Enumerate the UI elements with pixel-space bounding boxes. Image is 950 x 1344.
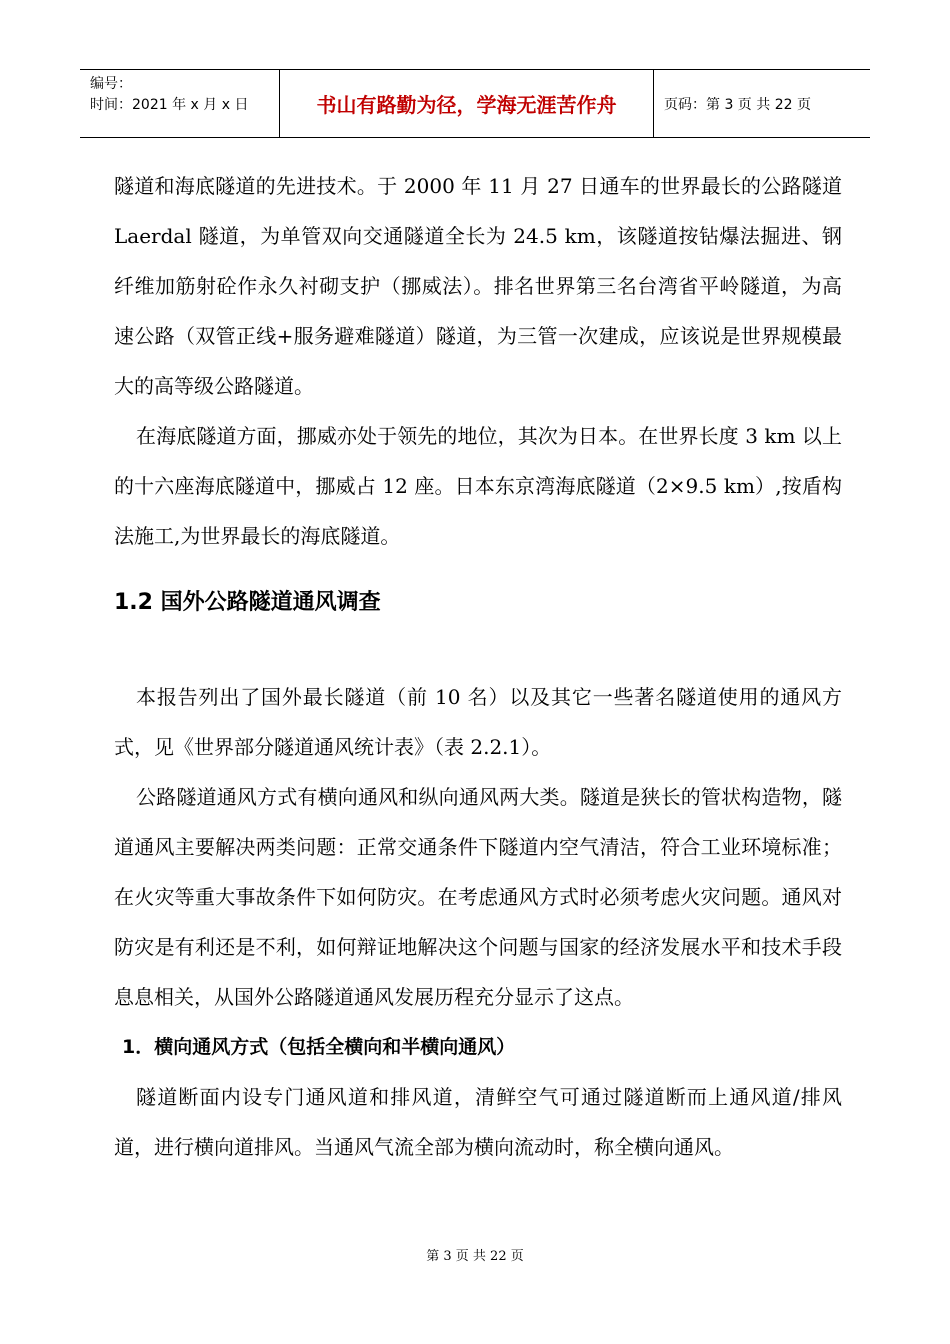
section-heading: 1.2 国外公路隧道通风调查 [114, 590, 381, 615]
document-number-label: 编号： [90, 76, 132, 92]
header-motto: 书山有路勤为径，学海无涯苦作舟 [280, 70, 654, 137]
section-1-body [114, 161, 842, 561]
page-footer: 第 3 页 共 22 页 [426, 1249, 524, 1264]
paragraph: 隧道和海底隧道的先进技术。于 2000 年 11 月 27 日通车的世界最长的公路隧道 Laerdal 隧道，为单管双向交通隧道全长为 24.5 km，该隧道按钻爆法掘进、钢纤维加筋射砼作永久衬砌支护（挪威法）。排名世界第三名台湾省平岭隧道，为高速公路（双管正线+服务避难隧道）隧道，为三管一次建成，应该说是世界规模最大的高等级公路隧道。 [114, 174, 842, 398]
subsection-heading: 1．横向通风方式（包括全横向和半横向通风） [122, 1036, 516, 1058]
page-header [80, 69, 870, 138]
paragraph: 在海底隧道方面，挪威亦处于领先的地位，其次为日本。在世界长度 3 km 以上的十六座海底隧道中，挪威占 12 座。日本东京湾海底隧道（2×9.5 km）,按盾构法施工,为世界最长的海底隧道。 [114, 424, 842, 548]
header-page-info: 页码：第 3 页 共 22 页 [664, 96, 811, 113]
section-2-body [114, 672, 842, 1172]
document-date: 时间：2021 年 x 月 x 日 [90, 97, 249, 113]
header-meta [80, 70, 280, 137]
paragraph: 公路隧道通风方式有横向通风和纵向通风两大类。隧道是狭长的管状构造物，隧道通风主要解决两类问题：正常交通条件下隧道内空气清洁，符合工业环境标准；在火灾等重大事故条件下如何防灾。在考虑通风方式时必须考虑火灾问题。通风对防灾是有利还是不利，如何辩证地解决这个问题与国家的经济发展水平和技术手段息息相关，从国外公路隧道通风发展历程充分显示了这点。 [114, 785, 842, 1009]
paragraph: 隧道断面内设专门通风道和排风道，清鲜空气可通过隧道断而上通风道/排风道，进行横向道排风。当通风气流全部为横向流动时，称全横向通风。 [114, 1085, 842, 1159]
paragraph: 本报告列出了国外最长隧道（前 10 名）以及其它一些著名隧道使用的通风方式，见《世界部分隧道通风统计表》（表 2.2.1）。 [114, 685, 842, 759]
